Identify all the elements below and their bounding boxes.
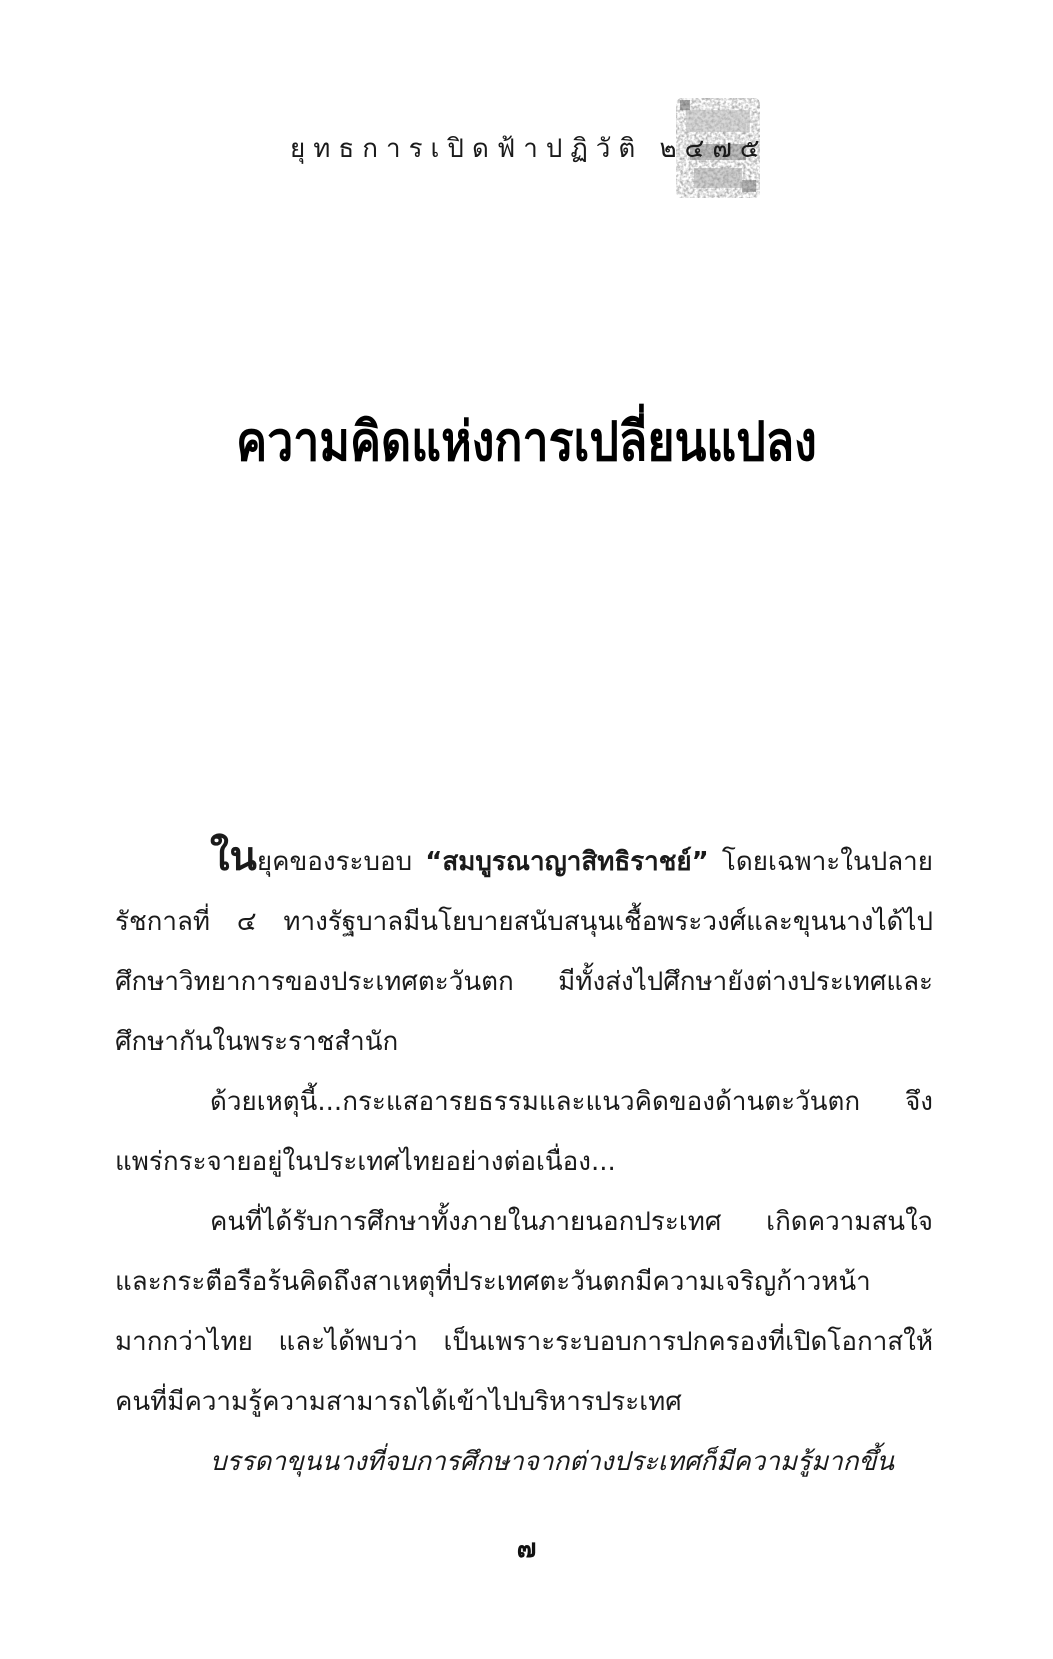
page-number: ๗ (516, 1534, 537, 1564)
highlighted-term: “สมบูรณาญาสิทธิราชย์” (425, 847, 709, 877)
paragraph-2: ด้วยเหตุนี้...กระแสอารยธรรมและแนวคิดของด้านตะวันตก จึงแพร่กระจายอยู่ในประเทศไทยอย่างต่อเนื่อง... (115, 1087, 933, 1177)
paragraph-4: บรรดาขุนนางที่จบการศึกษาจากต่างประเทศก็มีความรู้มากขึ้น (210, 1447, 895, 1477)
paragraph-1-text-b: โดยเฉพาะในปลายรัชกาลที่ ๔ ทางรัฐบาลมีนโยบายสนับสนุนเชื้อพระวงศ์และขุนนางได้ไปศึกษาวิทยาการของประเทศตะวันตก มีทั้งส่งไปศึกษายังต่างประเทศและศึกษากันในพระราชสำนัก (115, 847, 933, 1057)
paragraph-lead-word: ใน (210, 834, 257, 880)
body-text (115, 832, 933, 1492)
chapter-title: ความคิดแห่งการเปลี่ยนแปลง (236, 410, 817, 473)
running-title: ยุทธการเปิดฟ้าปฏิวัติ ๒๔๗๕ (290, 133, 768, 164)
paragraph-1 (115, 832, 933, 1072)
paragraph-1-text-a: ยุคของระบอบ (256, 847, 426, 877)
paragraph-3: คนที่ได้รับการศึกษาทั้งภายในภายนอกประเทศ เกิดความสนใจและกระตือรือร้นคิดถึงสาเหตุที่ประเทศตะวันตกมีความเจริญก้าวหน้ามากกว่าไทย และได้พบว่า เป็นเพราะระบอบการปกครองที่เปิดโอกาสให้คนที่มีความรู้ความสามารถได้เข้าไปบริหารประเทศ (115, 1207, 933, 1417)
